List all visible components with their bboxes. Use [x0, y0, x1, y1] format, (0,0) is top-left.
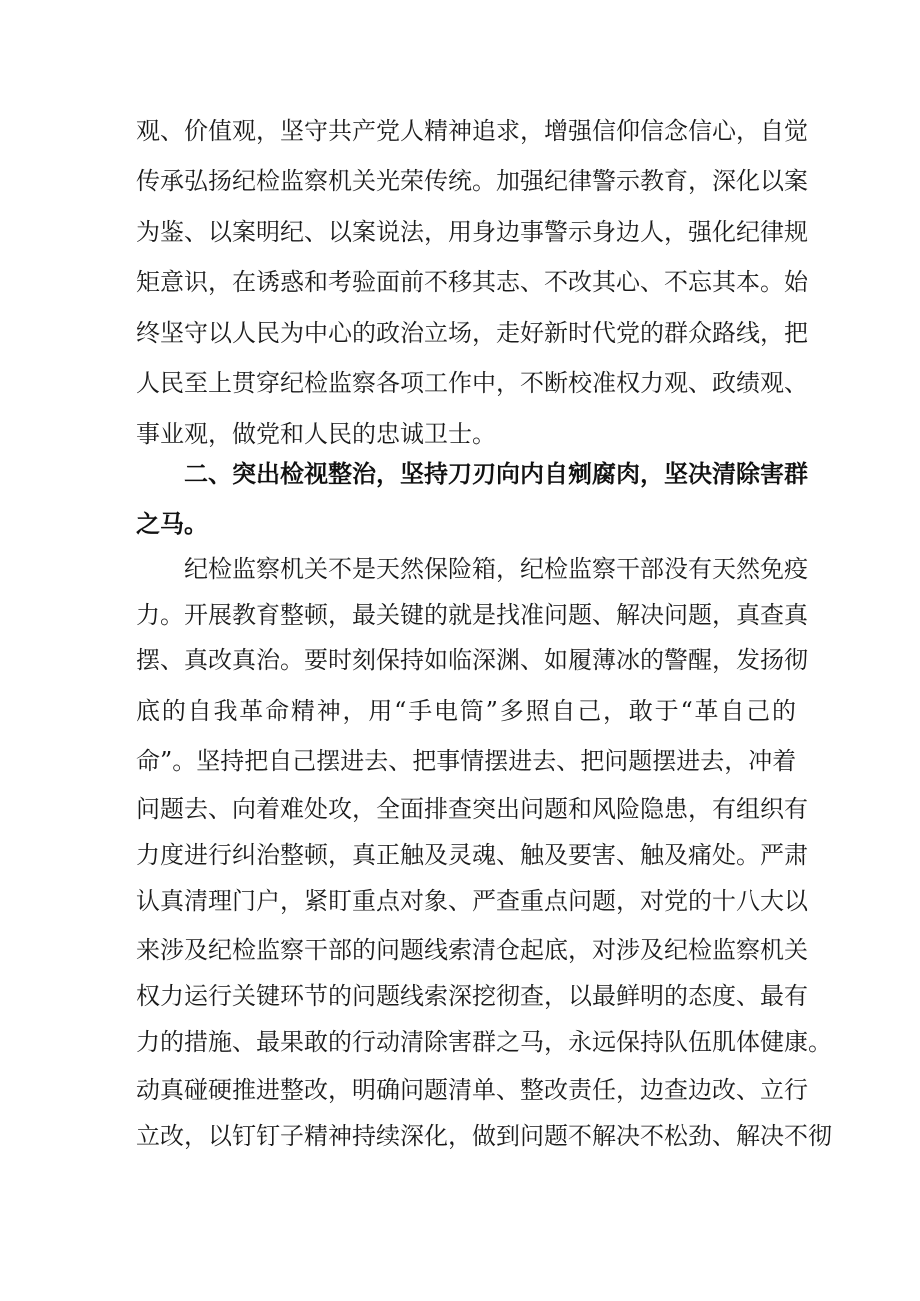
paragraph2-line: 命”。坚持把自己摆进去、把事情摆进去、把问题摆进去，冲着: [136, 747, 797, 775]
paragraph2-line: 立改，以钉钉子精神持续深化，做到问题不解决不松劲、解决不彻: [136, 1122, 832, 1150]
section-heading-line: 之马。: [136, 510, 208, 538]
paragraph1-line: 为鉴、以案明纪、以案说法，用身边事警示身边人，强化纪律规: [136, 218, 808, 246]
paragraph1-line: 矩意识，在诱惑和考验面前不移其志、不改其心、不忘其本。始: [136, 268, 808, 296]
paragraph2-line: 动真碰硬推进整改，明确问题清单、整改责任，边查边改、立行: [136, 1076, 808, 1104]
paragraph2-line: 来涉及纪检监察干部的问题线索清仓起底，对涉及纪检监察机关: [136, 936, 808, 964]
paragraph2-line: 纪检监察机关不是天然保险箱，纪检监察干部没有天然免疫: [184, 555, 808, 583]
paragraph1-line: 人民至上贯穿纪检监察各项工作中，不断校准权力观、政绩观、: [136, 369, 808, 397]
paragraph1-line: 观、价值观，坚守共产党人精神追求，增强信仰信念信心，自觉: [136, 117, 808, 145]
section-heading-line: 二、突出检视整治，坚持刀刃向内自剜腐肉，坚决清除害群: [184, 460, 808, 488]
paragraph2-line: 问题去、向着难处攻，全面排查突出问题和风险隐患，有组织有: [136, 795, 808, 823]
paragraph2-line: 力的措施、最果敢的行动清除害群之马，永远保持队伍肌体健康。: [136, 1028, 832, 1056]
paragraph1-line: 事业观，做党和人民的忠诚卫士。: [136, 420, 496, 448]
paragraph2-line: 底的自我革命精神，用“手电筒”多照自己，敢于“革自己的: [136, 697, 796, 725]
paragraph2-line: 认真清理门户，紧盯重点对象、严查重点问题，对党的十八大以: [136, 887, 808, 915]
paragraph2-line: 摆、真改真治。要时刻保持如临深渊、如履薄冰的警醒，发扬彻: [136, 646, 808, 674]
paragraph1-line: 终坚守以人民为中心的政治立场，走好新时代党的群众路线，把: [136, 319, 808, 347]
paragraph2-line: 权力运行关键环节的问题线索深挖彻查，以最鲜明的态度、最有: [136, 982, 808, 1010]
paragraph1-line: 传承弘扬纪检监察机关光荣传统。加强纪律警示教育，深化以案: [136, 167, 808, 195]
paragraph2-line: 力。开展教育整顿，最关键的就是找准问题、解决问题，真查真: [136, 601, 808, 629]
paragraph2-line: 力度进行纠治整顿，真正触及灵魂、触及要害、触及痛处。严肃: [136, 841, 808, 869]
